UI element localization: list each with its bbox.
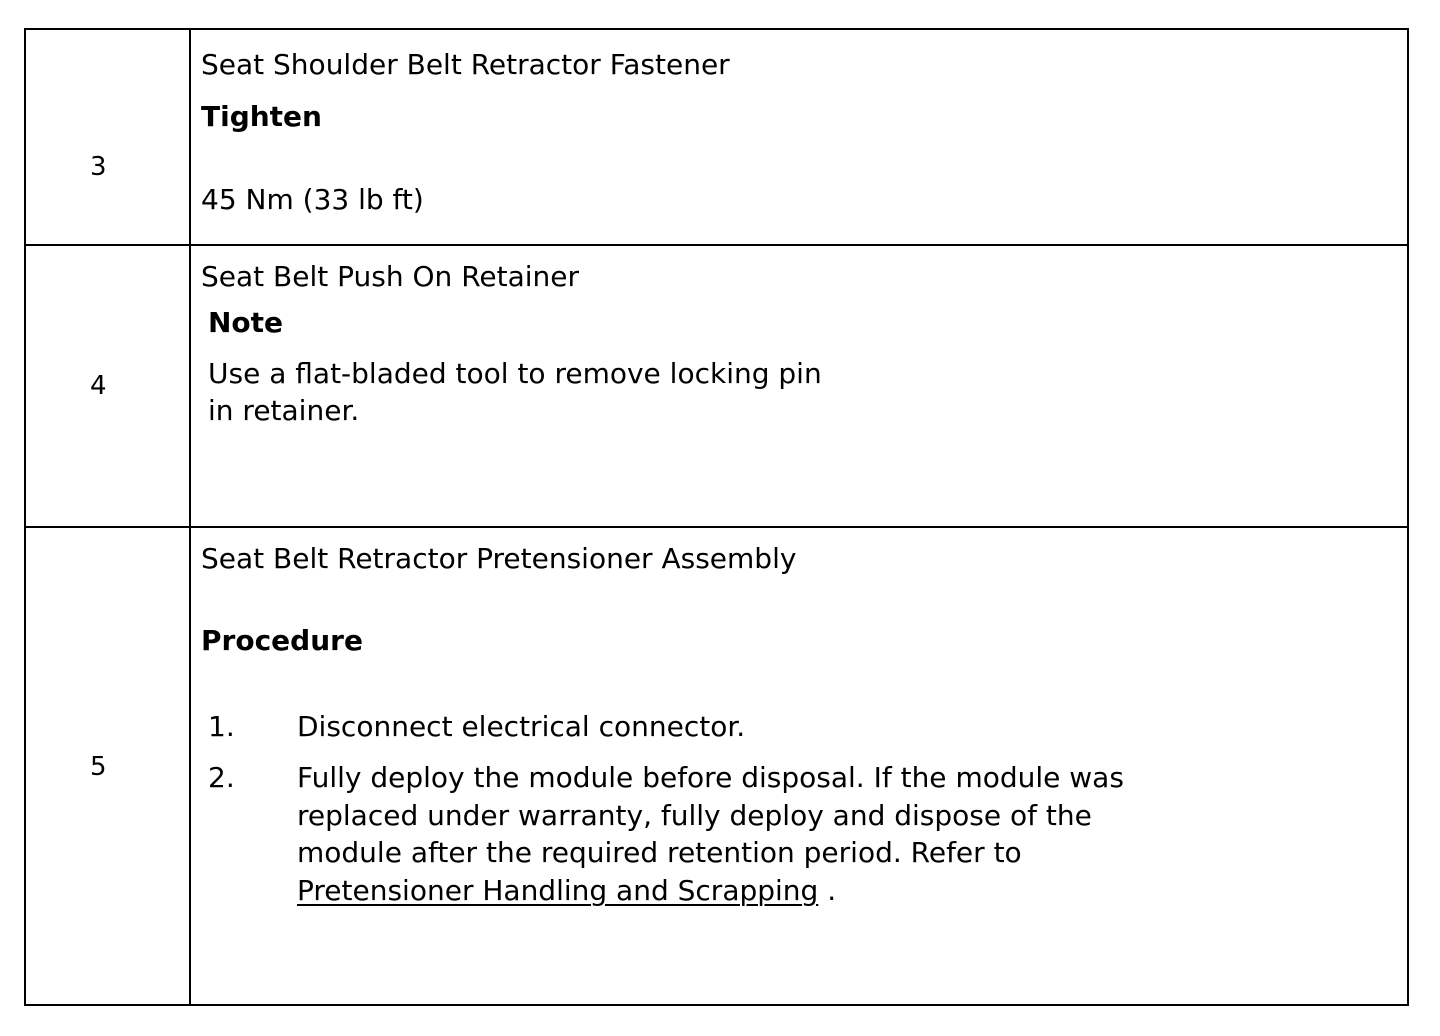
- step-number-cell: [26, 528, 191, 1004]
- step-number: 3: [90, 152, 107, 182]
- step-marker: 1.: [208, 710, 235, 743]
- table-row: [26, 528, 1407, 1004]
- table-row: [26, 246, 1407, 528]
- component-title: Seat Belt Push On Retainer: [201, 260, 580, 293]
- step-text-line: Fully deploy the module before disposal. If the module was: [297, 761, 1124, 794]
- procedure-label: Procedure: [201, 624, 363, 657]
- step-number-cell: [26, 30, 191, 244]
- step-marker: 2.: [208, 761, 235, 794]
- step-content-cell: [191, 528, 1407, 1004]
- note-text-line: Use a flat-bladed tool to remove locking pin: [208, 357, 822, 390]
- step-text-line: replaced under warranty, fully deploy and dispose of the: [297, 798, 1092, 832]
- table-row: [26, 30, 1407, 246]
- pretensioner-handling-link[interactable]: Pretensioner Handling and Scrapping: [297, 873, 819, 907]
- step-text: [297, 759, 1124, 909]
- step-number: 4: [90, 371, 107, 401]
- step-text: Disconnect electrical connector.: [297, 710, 746, 743]
- tighten-label: Tighten: [201, 100, 322, 133]
- note-text-line: in retainer.: [208, 394, 360, 427]
- step-text-line: [297, 872, 1124, 910]
- step-text-line: module after the required retention period. Refer to: [297, 836, 1022, 869]
- step-content-cell: [191, 246, 1407, 526]
- torque-value: 45 Nm (33 lb ft): [201, 183, 424, 216]
- component-title: Seat Belt Retractor Pretensioner Assembly: [201, 542, 797, 575]
- step-number: 5: [90, 752, 107, 782]
- component-table: [24, 28, 1409, 1006]
- component-title: Seat Shoulder Belt Retractor Fastener: [201, 48, 730, 81]
- link-suffix: .: [818, 873, 837, 907]
- step-content-cell: [191, 30, 1407, 244]
- note-label: Note: [208, 306, 284, 339]
- step-number-cell: [26, 246, 191, 526]
